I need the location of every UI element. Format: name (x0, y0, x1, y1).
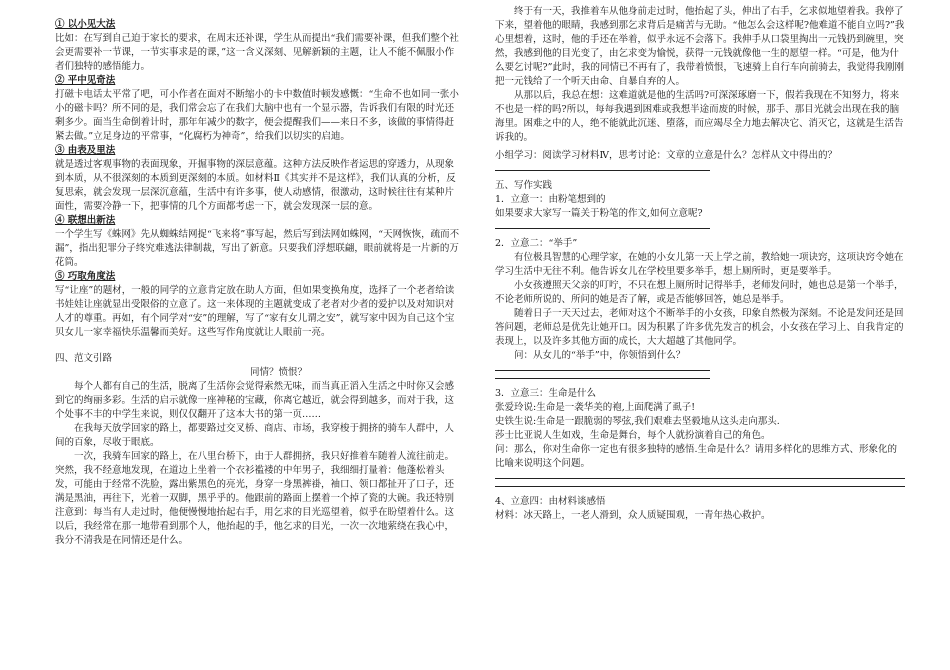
answer-line[interactable] (495, 486, 905, 487)
essay-paragraph: 每个人都有自己的生活，脱离了生活你会觉得索然无味，而当真正滔入生活之中时你又会感到它的绚丽多彩。生活的启示就像一座神秘的宝藏，你离它越近，就会得到越多，而对于我，这个处事不丰的中学生来说，则仅仅翻开了这本大书的第一页…… (55, 381, 455, 420)
practice-title: 3．立意三：生命是什么 (495, 388, 597, 399)
left-column (55, 0, 462, 548)
method-item-2 (55, 74, 462, 144)
answer-line[interactable] (495, 228, 710, 229)
practice-material: 材料：冰天路上，一老人滑到，众人质疑围观，一青年热心救护。 (495, 510, 771, 521)
quote-line: 史铁生说:生命是一跟脆弱的琴弦,我们艰难去坚毅地从这头走向那头. (495, 416, 780, 427)
method-body: 就是透过客观事物的表面现象，开掘事物的深层意蕴。这种方法反映作者运思的穿透力，从现象到本质，从不很深刻的本质到更深刻的本质。如材料Ⅱ《其实并不是这样》，我们认真的分析，反复思索，就会发现一层深沉意蕴，生活中有许多事，使人动感情，很激动，这时候往往有某种片面性，需要冷静一下，把事情的几个方面都考虑一下，就会发现深一层的意。 (55, 159, 456, 212)
essay-paragraph: 从那以后，我总在想：这难道就是他的生活吗?可深深琢磨一下，假若我现在不知努力，将来不也是一样的吗?所以，每每我遇到困难或我想半途而废的时候，那手、那目光就会出现在我的脑海里。困难之中的人，绝不能就此沉迷、堕落，而应竭尽全力地去解决它、消灭它，这就是生活告诉我的。 (495, 90, 904, 143)
practice-title: 4、立意四：由材料谈感悟 (495, 496, 606, 507)
method-heading: ⑤ 巧取角度法 (55, 271, 116, 282)
section-title: 五、写作实践 (495, 180, 553, 191)
method-item-3 (55, 144, 462, 214)
method-item-1 (55, 18, 462, 74)
right-column (495, 0, 905, 523)
method-body: 一个学生写《蛛网》先从蜘蛛结网捉“飞来将”事写起，然后写到法网如蛛网，“天网恢恢，疏而不漏”，指出犯罪分子终究难逃法律制裁，写出了新意。只要我们浮想联翩，眼前就将是一片新的万花筒。 (55, 229, 460, 268)
method-body: 打磁卡电话太平常了吧，可小作者在面对不断缩小的卡中数值时顿发感慨：“生命不也如同一张小小的磁卡吗？所不同的是，我们常会忘了在我们大脑中也有一个显示器，告诉我们有限的时光还剩多少。面当生命倒着计时，那年年减少的数字，便会提醒我们——来日不多，该做的事情得赶紧去做。”立足身边的平常事，“化腐朽为神奇”，给我们以切实的启迪。 (55, 89, 459, 142)
practice-question: 如果要求大家写一篇关于粉笔的作文,如何立意呢? (495, 208, 703, 219)
answer-line[interactable] (495, 170, 710, 171)
practice-paragraph: 有位极具智慧的心理学家，在她的小女儿第一天上学之前，教给她一项诀窍，这项诀窍令她在学习生活中无往不利。他告诉女儿在学校里要多举手，想上厕所时，更是要举手。 (495, 252, 904, 277)
answer-line[interactable] (495, 370, 710, 371)
answer-line[interactable] (495, 378, 710, 379)
practice-paragraph: 随着日子一天天过去，老师对这个不断举手的小女孩，印象自然极为深刻。不论是发问还是回答问题，老师总是优先让她开口。因为积累了许多优先发言的机会，小女孩在学习上、自我肯定的表现上，以及许多其他方面的成长，大大超越了其他同学。 (495, 308, 904, 347)
quote-line: 张爱玲说:生命是一袭华美的袍,上面爬满了虱子! (495, 402, 696, 413)
quote-line: 莎士比亚说人生如戏，生命是舞台，每个人就扮演着自己的角色。 (495, 430, 771, 441)
essay-paragraph: 在我每天放学回家的路上，都要路过交叉桥、商店、市场，我穿梭于拥挤的骑车人群中，人间的百象，尽收于眼底。 (55, 423, 455, 448)
section-title: 四、范文引路 (55, 353, 113, 364)
answer-line[interactable] (495, 478, 905, 479)
method-list (55, 18, 462, 340)
method-body: 写“让座”的题材，一般的同学的立意肯定放在助人方面，但如果变换角度，选择了一个老者给读书娃娃让座就显出受限俗的立意了。这一来体现的主题就变成了老者对少者的爱护以及对知识对人才的尊重。再如，有个同学对“安”的理解，写了“家有女儿谓之安”，就写家中因为自己这个宝贝女儿一家幸福快乐温馨而美好。这些写作角度就让人眼前一亮。 (55, 285, 455, 338)
method-heading: ④ 联想出新法 (55, 215, 116, 226)
group-study-prompt: 小组学习：阅读学习材料Ⅳ，思考讨论：文章的立意是什么？怎样从文中得出的？ (495, 150, 837, 161)
practice-paragraph: 小女孩遵照天父亲的叮咛，不只在想上厕所时记得举手，老师发问时，她也总是第一个举手，不论老师所说的、所问的她是否了解，或是否能够回答，她总是举手。 (495, 280, 904, 305)
method-heading: ② 平中见奇法 (55, 75, 116, 86)
essay-paragraph: 一次，我骑车回家的路上，在八里台桥下，由于人群拥挤，我只好推着车随着人流往前走。突然，我不经意地发现，在道边上坐着一个衣衫褴褛的中年男子，我细细打量着：他蓬松着头发，可能由于经常不洗脸，露出紫黑色的亮光，身穿一身黑裤褂，袖口、领口都扯开了口子，还满是黑油，再往下，光着一双脚，黑乎乎的。他跟前的路面上摆着一个掉了瓷的大碗。我还特别注意到：每当有人走过时，他便慢慢地抬起右手，用乞求的目光巡望着，似乎在盼望着什么。这以后，我经常在那一地带看到那个人，他抬起的手，他乞求的目光，一次一次地萦绕在我心中，我分不清我是在同情还是什么。 (55, 451, 455, 546)
method-item-5 (55, 270, 462, 340)
method-body: 比如：在写到自己迫于家长的要求，在周末还补课，学生从而提出“我们需要补课，但我们整个社会更需要补一节课，一节实事求是的课，”这一含义深刻、见解新颖的主题，让人不能不佩服小作者们独特的感悟能力。 (55, 33, 459, 72)
practice-title: 2．立意二：“举手” (495, 238, 578, 249)
practice-question: 问：那么，你对生命你一定也有很多独特的感悟.生命是什么？请用多样化的思维方式、形象化的比喻来说明这个问题。 (495, 444, 898, 469)
practice-title: 1．立意一：由粉笔想到的 (495, 194, 606, 205)
method-heading: ③ 由表及里法 (55, 145, 116, 156)
essay-paragraph: 终于有一天，我推着车从他身前走过时，他抬起了头，伸出了右手，乞求似地望着我。我停了下来，望着他的眼睛，我感到那乞求背后是痛苦与无助。“他怎么会这样呢?他难道不能自立吗?”我心里想着，这时，他的手还在举着，似乎永远不会落下。我伸手从口袋里掏出一元钱扔到碗里，突然，我感到他的目光变了，由乞求变为愉悦，获得一元钱就像他一生的愿望一样。“可是，他为什么要乞讨呢?”此时，我的同情已不再有了，我带着愤恨，飞速骑上自行车向前骑去，我觉得我刚刚把一元钱给了一个听天由命、自暴自弃的人。 (495, 6, 905, 87)
essay-title: 同情？愤恨？ (249, 367, 307, 378)
practice-question: 问：从女儿的“举手”中，你领悟到什么？ (514, 350, 686, 361)
method-heading: ① 以小见大法 (55, 19, 116, 30)
method-item-4 (55, 214, 462, 270)
